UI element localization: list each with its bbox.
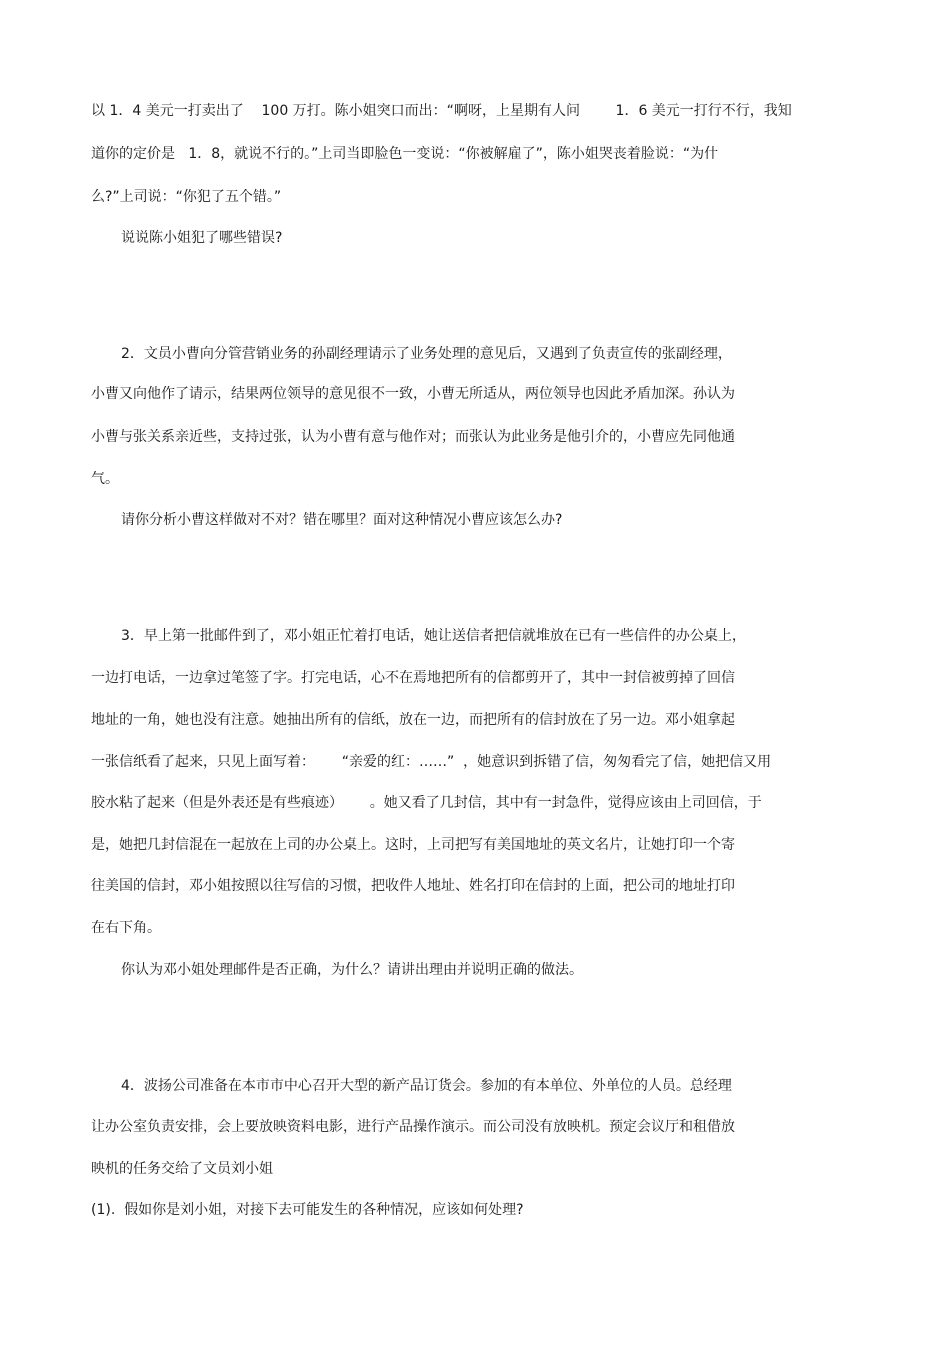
case3-line-2: 一边打电话，一边拿过笔签了字。打完电话，心不在焉地把所有的信都剪开了，其中一封信被剪掉了回信: [91, 670, 735, 686]
case4-line-3: 映机的任务交给了文员刘小姐: [91, 1161, 273, 1177]
question-1: 说说陈小姐犯了哪些错误?: [121, 230, 283, 246]
case2-line-4: 气。: [91, 471, 119, 487]
case4-line-1: 4．波扬公司准备在本市市中心召开大型的新产品订货会。参加的有本单位、外单位的人员。总经理: [121, 1078, 732, 1094]
case2-line-1: 2．文员小曹向分管营销业务的孙副经理请示了业务处理的意见后，又遇到了负责宣传的张副经理，: [121, 346, 732, 362]
intro-line-2: 道你的定价是 1．8，就说不行的。”上司当即脸色一变说：“你被解雇了”，陈小姐哭丧着脸说：“为什: [91, 146, 719, 162]
case3-line-1: 3．早上第一批邮件到了，邓小姐正忙着打电话，她让送信者把信就堆放在已有一些信件的办公桌上，: [121, 628, 746, 644]
case3-line-4: 一张信纸看了起来，只见上面写着： “亲爱的红：……” ，她意识到拆错了信，匆匆看完了信，她把信又用: [91, 754, 772, 770]
case4-line-2: 让办公室负责安排，会上要放映资料电影，进行产品操作演示。而公司没有放映机。预定会议厅和租借放: [91, 1119, 735, 1135]
intro-line-3: 么?”上司说：“你犯了五个错。”: [91, 189, 282, 205]
case3-line-7: 往美国的信封，邓小姐按照以往写信的习惯，把收件人地址、姓名打印在信封的上面，把公司的地址打印: [91, 878, 735, 894]
question-4: (1). 假如你是刘小姐，对接下去可能发生的各种情况，应该如何处理?: [91, 1202, 524, 1218]
question-2: 请你分析小曹这样做对不对？错在哪里？面对这种情况小曹应该怎么办?: [121, 512, 563, 528]
case2-line-3: 小曹与张关系亲近些，支持过张，认为小曹有意与他作对；而张认为此业务是他引介的，小曹应先同他通: [91, 429, 735, 445]
case3-line-6: 是，她把几封信混在一起放在上司的办公桌上。这时，上司把写有美国地址的英文名片，让她打印一个寄: [91, 837, 735, 853]
case3-line-8: 在右下角。: [91, 920, 161, 936]
question-3: 你认为邓小姐处理邮件是否正确，为什么？请讲出理由并说明正确的做法。: [121, 962, 583, 978]
case3-line-3: 地址的一角，她也没有注意。她抽出所有的信纸，放在一边，而把所有的信封放在了另一边。邓小姐拿起: [91, 712, 735, 728]
case3-line-5: 胶水粘了起来（但是外表还是有些痕迹） 。她又看了几封信，其中有一封急件，觉得应该由上司回信，于: [91, 795, 762, 811]
intro-line-1: 以 1．4 美元一打卖出了 100 万打。陈小姐突口而出：“啊呀，上星期有人问 1．6 美元一打行不行，我知: [91, 103, 792, 119]
case2-line-2: 小曹又向他作了请示，结果两位领导的意见很不一致，小曹无所适从，两位领导也因此矛盾加深。孙认为: [91, 386, 735, 402]
